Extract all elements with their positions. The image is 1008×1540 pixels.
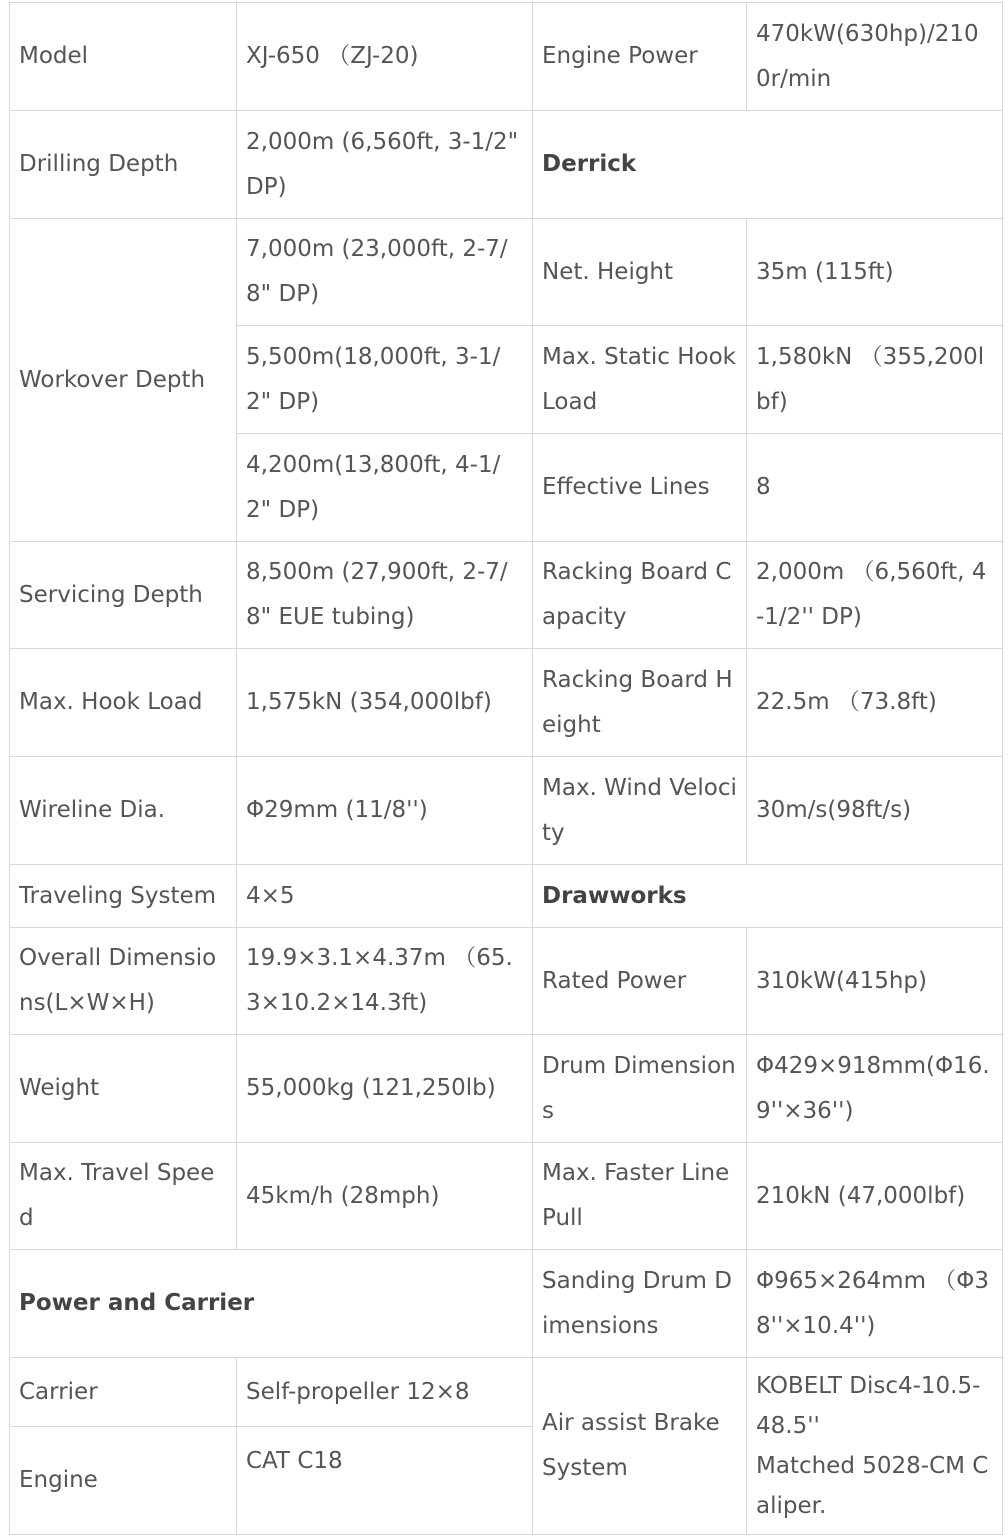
cell-label-max-faster-line-pull: Max. Faster Line Pull [533, 1143, 747, 1250]
cell-value-max-static-hook-load: 1,580kN （355,200lbf) [747, 326, 1003, 434]
table-row [10, 1358, 1003, 1427]
table-row [10, 111, 1003, 219]
cell-value-traveling-system: 4×5 [237, 865, 533, 928]
cell-value-engine: CAT C18 [237, 1427, 533, 1535]
cell-label-engine-power: Engine Power [533, 3, 747, 111]
cell-label-max-hook-load: Max. Hook Load [10, 649, 237, 757]
table-row [10, 219, 1003, 326]
table-row [10, 649, 1003, 757]
cell-value-engine-power: 470kW(630hp)/2100r/min [747, 3, 1003, 111]
table-row [10, 1143, 1003, 1250]
table-row [10, 1035, 1003, 1143]
cell-value-workover-depth-2: 5,500m(18,000ft, 3-1/2" DP) [237, 326, 533, 434]
cell-value-drum-dimensions: Φ429×918mm(Φ16.9''×36'') [747, 1035, 1003, 1143]
cell-label-engine: Engine [10, 1427, 237, 1535]
cell-label-drum-dimensions: Drum Dimensions [533, 1035, 747, 1143]
cell-value-model: XJ-650 （ZJ-20) [237, 3, 533, 111]
cell-label-servicing-depth: Servicing Depth [10, 542, 237, 649]
table-row [10, 542, 1003, 649]
section-heading-derrick: Derrick [533, 111, 1003, 219]
cell-label-max-wind-velocity: Max. Wind Velocity [533, 757, 747, 865]
table-row [10, 757, 1003, 865]
cell-label-net-height: Net. Height [533, 219, 747, 326]
cell-label-air-assist-brake-system: Air assist Brake System [533, 1358, 747, 1535]
cell-value-sanding-drum-dimensions: Φ965×264mm （Φ38''×10.4'') [747, 1250, 1003, 1358]
brake-system-line-2: Matched 5028-CM Caliper. [756, 1453, 989, 1519]
cell-value-max-hook-load: 1,575kN (354,000lbf) [237, 649, 533, 757]
cell-label-weight: Weight [10, 1035, 237, 1143]
cell-label-effective-lines: Effective Lines [533, 434, 747, 542]
cell-value-racking-board-capacity: 2,000m （6,560ft, 4-1/2'' DP) [747, 542, 1003, 649]
specifications-table [9, 2, 1003, 1535]
cell-value-drilling-depth: 2,000m (6,560ft, 3-1/2" DP) [237, 111, 533, 219]
table-row [10, 1250, 1003, 1358]
cell-value-max-travel-speed: 45km/h (28mph) [237, 1143, 533, 1250]
cell-label-max-travel-speed: Max. Travel Speed [10, 1143, 237, 1250]
cell-value-max-faster-line-pull: 210kN (47,000lbf) [747, 1143, 1003, 1250]
cell-value-workover-depth-1: 7,000m (23,000ft, 2-7/8" DP) [237, 219, 533, 326]
cell-label-racking-board-capacity: Racking Board Capacity [533, 542, 747, 649]
cell-value-wireline-dia: Φ29mm (11/8'') [237, 757, 533, 865]
cell-label-workover-depth: Workover Depth [10, 219, 237, 542]
cell-label-carrier: Carrier [10, 1358, 237, 1427]
cell-value-racking-board-height: 22.5m （73.8ft) [747, 649, 1003, 757]
cell-value-air-assist-brake-system [747, 1358, 1003, 1535]
cell-value-net-height: 35m (115ft) [747, 219, 1003, 326]
cell-value-servicing-depth: 8,500m (27,900ft, 2-7/8" EUE tubing) [237, 542, 533, 649]
cell-value-effective-lines: 8 [747, 434, 1003, 542]
table-row [10, 928, 1003, 1035]
cell-label-overall-dimensions: Overall Dimensions(L×W×H) [10, 928, 237, 1035]
cell-value-max-wind-velocity: 30m/s(98ft/s) [747, 757, 1003, 865]
cell-label-traveling-system: Traveling System [10, 865, 237, 928]
brake-system-line-1: KOBELT Disc4-10.5-48.5'' [756, 1373, 981, 1439]
cell-label-rated-power: Rated Power [533, 928, 747, 1035]
table-row [10, 3, 1003, 111]
cell-value-overall-dimensions: 19.9×3.1×4.37m （65.3×10.2×14.3ft) [237, 928, 533, 1035]
cell-value-carrier: Self-propeller 12×8 [237, 1358, 533, 1427]
cell-value-rated-power: 310kW(415hp) [747, 928, 1003, 1035]
section-heading-drawworks: Drawworks [533, 865, 1003, 928]
cell-label-model: Model [10, 3, 237, 111]
cell-label-sanding-drum-dimensions: Sanding Drum Dimensions [533, 1250, 747, 1358]
cell-value-workover-depth-3: 4,200m(13,800ft, 4-1/2" DP) [237, 434, 533, 542]
cell-value-weight: 55,000kg (121,250lb) [237, 1035, 533, 1143]
section-heading-power-and-carrier: Power and Carrier [10, 1250, 533, 1358]
cell-label-racking-board-height: Racking Board Height [533, 649, 747, 757]
table-row [10, 865, 1003, 928]
cell-label-wireline-dia: Wireline Dia. [10, 757, 237, 865]
cell-label-max-static-hook-load: Max. Static Hook Load [533, 326, 747, 434]
cell-label-drilling-depth: Drilling Depth [10, 111, 237, 219]
